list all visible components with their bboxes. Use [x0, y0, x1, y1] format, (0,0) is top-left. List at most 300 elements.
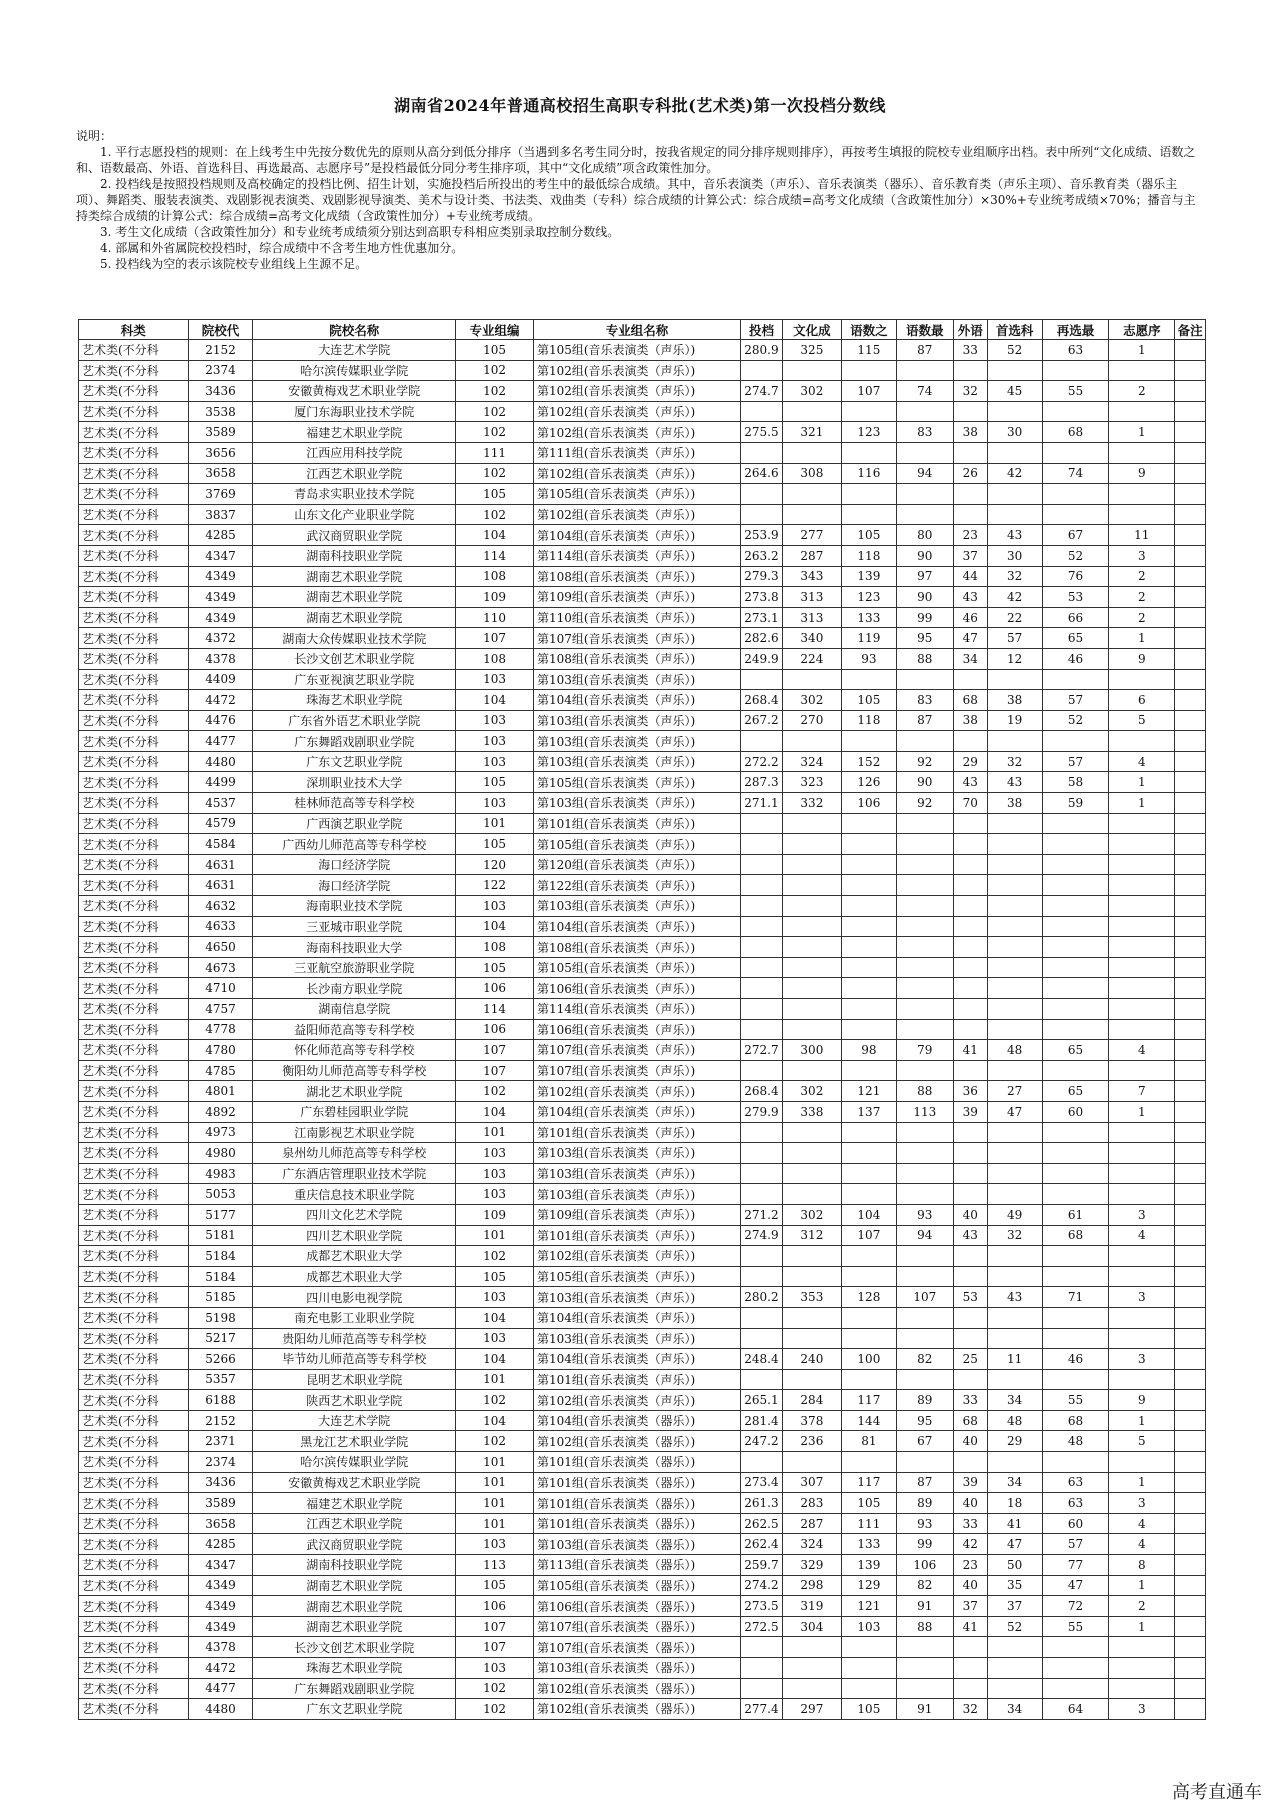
- table-cell: 4892: [188, 1101, 253, 1122]
- table-cell: 四川艺术职业学院: [253, 1225, 456, 1246]
- table-cell: 378: [782, 1410, 841, 1431]
- table-cell: 3: [1109, 1204, 1175, 1225]
- table-cell: 58: [1042, 772, 1109, 793]
- table-cell: 哈尔滨传媒职业学院: [253, 360, 456, 381]
- table-cell: 259.7: [741, 1555, 783, 1576]
- table-cell: [987, 731, 1042, 752]
- table-cell: 艺术类(不分科: [79, 1328, 189, 1349]
- table-cell: 哈尔滨传媒职业学院: [253, 1452, 456, 1473]
- table-cell: 262.5: [741, 1513, 783, 1534]
- table-cell: [1109, 1122, 1175, 1143]
- table-cell: 第111组(音乐表演类（声乐）): [533, 442, 740, 463]
- table-cell: [1109, 1307, 1175, 1328]
- table-cell: 83: [896, 690, 953, 711]
- table-cell: 4372: [188, 628, 253, 649]
- table-cell: 89: [896, 1493, 953, 1514]
- table-cell: [782, 1266, 841, 1287]
- table-cell: [841, 896, 896, 917]
- table-cell: 101: [456, 1452, 534, 1473]
- table-cell: 海南职业技术学院: [253, 896, 456, 917]
- table-cell: 41: [953, 1040, 987, 1061]
- table-cell: 44: [953, 566, 987, 587]
- table-cell: 衡阳幼儿师范高等专科学校: [253, 1060, 456, 1081]
- table-cell: 103: [456, 793, 534, 814]
- table-cell: 艺术类(不分科: [79, 854, 189, 875]
- table-cell: 133: [841, 1534, 896, 1555]
- table-cell: [1175, 1575, 1206, 1596]
- table-cell: [896, 1452, 953, 1473]
- table-cell: 63: [1042, 340, 1109, 361]
- table-cell: 3769: [188, 484, 253, 505]
- table-cell: [1175, 1019, 1206, 1040]
- table-cell: 珠海艺术职业学院: [253, 690, 456, 711]
- table-cell: 57: [1042, 1534, 1109, 1555]
- table-cell: [841, 854, 896, 875]
- table-cell: 4: [1109, 1225, 1175, 1246]
- table-cell: 湖南艺术职业学院: [253, 566, 456, 587]
- table-cell: [1175, 813, 1206, 834]
- table-cell: 湖南艺术职业学院: [253, 587, 456, 608]
- table-cell: [1042, 1163, 1109, 1184]
- table-body: [79, 340, 1206, 1720]
- table-cell: 91: [896, 1699, 953, 1720]
- table-cell: 119: [841, 628, 896, 649]
- table-cell: [782, 504, 841, 525]
- table-cell: 艺术类(不分科: [79, 896, 189, 917]
- table-cell: [896, 1184, 953, 1205]
- table-cell: [1175, 381, 1206, 402]
- table-cell: 102: [456, 463, 534, 484]
- table-cell: 安徽黄梅戏艺术职业学院: [253, 381, 456, 402]
- table-row: [79, 1143, 1206, 1164]
- table-cell: [1175, 1307, 1206, 1328]
- table-cell: 第104组(音乐表演类（声乐）): [533, 1101, 740, 1122]
- table-cell: 80: [896, 525, 953, 546]
- table-cell: [987, 1266, 1042, 1287]
- table-cell: [841, 1060, 896, 1081]
- table-cell: 236: [782, 1431, 841, 1452]
- table-cell: 103: [456, 1287, 534, 1308]
- table-cell: 267.2: [741, 710, 783, 731]
- table-cell: 第107组(音乐表演类（器乐）): [533, 1637, 740, 1658]
- table-cell: 3436: [188, 1472, 253, 1493]
- table-cell: 艺术类(不分科: [79, 710, 189, 731]
- table-cell: 42: [987, 587, 1042, 608]
- table-cell: 5185: [188, 1287, 253, 1308]
- table-cell: 2: [1109, 1596, 1175, 1617]
- table-cell: 4480: [188, 751, 253, 772]
- table-cell: [1109, 978, 1175, 999]
- table-cell: 274.2: [741, 1575, 783, 1596]
- table-cell: [987, 1369, 1042, 1390]
- table-cell: 107: [841, 1225, 896, 1246]
- table-cell: 4285: [188, 525, 253, 546]
- table-cell: [1109, 813, 1175, 834]
- page-title: 湖南省2024年普通高校招生高职专科批(艺术类)第一次投档分数线: [394, 96, 886, 115]
- table-cell: 厦门东海职业技术学院: [253, 401, 456, 422]
- table-cell: [841, 1452, 896, 1473]
- table-cell: [1109, 875, 1175, 896]
- table-cell: 第103组(音乐表演类（器乐）): [533, 1658, 740, 1679]
- table-cell: [741, 401, 783, 422]
- table-cell: [741, 1122, 783, 1143]
- table-cell: 103: [456, 1328, 534, 1349]
- table-row: [79, 1678, 1206, 1699]
- table-cell: 139: [841, 566, 896, 587]
- table-cell: [782, 1307, 841, 1328]
- table-cell: [841, 504, 896, 525]
- table-cell: 艺术类(不分科: [79, 1060, 189, 1081]
- table-cell: 南充电影工业职业学院: [253, 1307, 456, 1328]
- table-cell: [741, 1163, 783, 1184]
- table-cell: [987, 504, 1042, 525]
- table-cell: 106: [456, 1019, 534, 1040]
- table-cell: 3: [1109, 1349, 1175, 1370]
- table-cell: 5181: [188, 1225, 253, 1246]
- table-cell: 103: [456, 731, 534, 752]
- table-cell: 282.6: [741, 628, 783, 649]
- table-cell: [1175, 628, 1206, 649]
- table-row: [79, 690, 1206, 711]
- table-cell: [896, 1246, 953, 1267]
- table-cell: 艺术类(不分科: [79, 587, 189, 608]
- table-cell: 1: [1109, 340, 1175, 361]
- table-cell: 74: [1042, 463, 1109, 484]
- table-cell: 77: [1042, 1555, 1109, 1576]
- table-row: [79, 1534, 1206, 1555]
- table-cell: [841, 484, 896, 505]
- table-cell: 42: [987, 463, 1042, 484]
- table-cell: 2: [1109, 607, 1175, 628]
- table-row: [79, 1452, 1206, 1473]
- table-cell: 5184: [188, 1266, 253, 1287]
- table-cell: 38: [987, 793, 1042, 814]
- table-cell: [1175, 772, 1206, 793]
- table-row: [79, 957, 1206, 978]
- column-header: 科类: [79, 320, 189, 340]
- table-cell: 68: [1042, 1225, 1109, 1246]
- table-cell: 106: [841, 793, 896, 814]
- table-cell: [1109, 669, 1175, 690]
- table-cell: 艺术类(不分科: [79, 772, 189, 793]
- table-cell: [1175, 1204, 1206, 1225]
- table-cell: 97: [896, 566, 953, 587]
- table-cell: 第101组(音乐表演类（器乐）): [533, 1513, 740, 1534]
- table-cell: [1175, 1596, 1206, 1617]
- table-cell: [953, 1678, 987, 1699]
- table-cell: 艺术类(不分科: [79, 463, 189, 484]
- table-cell: [953, 1122, 987, 1143]
- table-cell: [841, 978, 896, 999]
- table-cell: 2: [1109, 566, 1175, 587]
- table-cell: 艺术类(不分科: [79, 442, 189, 463]
- table-cell: [1042, 875, 1109, 896]
- table-cell: 22: [987, 607, 1042, 628]
- table-cell: 248.4: [741, 1349, 783, 1370]
- table-cell: [896, 360, 953, 381]
- column-header: 首选科: [987, 320, 1042, 340]
- table-cell: 104: [456, 1349, 534, 1370]
- table-cell: 艺术类(不分科: [79, 1101, 189, 1122]
- table-cell: 成都艺术职业大学: [253, 1246, 456, 1267]
- table-cell: 55: [1042, 1616, 1109, 1637]
- table-cell: [1109, 1019, 1175, 1040]
- table-cell: 1: [1109, 772, 1175, 793]
- table-cell: 第105组(音乐表演类（声乐）): [533, 1266, 740, 1287]
- table-cell: 99: [896, 607, 953, 628]
- table-cell: [782, 1658, 841, 1679]
- table-cell: 274.7: [741, 381, 783, 402]
- table-cell: [1109, 1266, 1175, 1287]
- table-cell: 117: [841, 1390, 896, 1411]
- table-cell: 6188: [188, 1390, 253, 1411]
- table-cell: 105: [841, 1493, 896, 1514]
- table-cell: 27: [987, 1081, 1042, 1102]
- table-cell: [1042, 854, 1109, 875]
- table-cell: [1175, 1081, 1206, 1102]
- table-cell: 艺术类(不分科: [79, 1534, 189, 1555]
- table-cell: [1042, 504, 1109, 525]
- table-cell: 274.9: [741, 1225, 783, 1246]
- table-cell: [841, 1019, 896, 1040]
- table-cell: 3: [1109, 1493, 1175, 1514]
- table-cell: 第109组(音乐表演类（声乐）): [533, 1204, 740, 1225]
- table-cell: [953, 1637, 987, 1658]
- table-cell: [953, 937, 987, 958]
- table-row: [79, 340, 1206, 361]
- table-cell: 247.2: [741, 1431, 783, 1452]
- table-cell: 4650: [188, 937, 253, 958]
- table-cell: 297: [782, 1699, 841, 1720]
- table-cell: 贵阳幼儿师范高等专科学校: [253, 1328, 456, 1349]
- table-cell: 46: [1042, 648, 1109, 669]
- table-cell: 66: [1042, 607, 1109, 628]
- table-row: [79, 484, 1206, 505]
- table-row: [79, 813, 1206, 834]
- table-cell: [1175, 648, 1206, 669]
- table-cell: 23: [953, 1555, 987, 1576]
- table-cell: [1042, 1678, 1109, 1699]
- column-header: 专业组编: [456, 320, 534, 340]
- table-row: [79, 1575, 1206, 1596]
- table-cell: 287.3: [741, 772, 783, 793]
- table-row: [79, 1431, 1206, 1452]
- table-cell: 48: [987, 1040, 1042, 1061]
- table-row: [79, 1225, 1206, 1246]
- table-cell: [841, 731, 896, 752]
- table-cell: 90: [896, 772, 953, 793]
- table-cell: 95: [896, 628, 953, 649]
- table-cell: [953, 1369, 987, 1390]
- table-cell: 3658: [188, 1513, 253, 1534]
- table-cell: 47: [987, 1534, 1042, 1555]
- table-cell: [953, 1328, 987, 1349]
- table-cell: [1109, 937, 1175, 958]
- table-cell: [1175, 1246, 1206, 1267]
- table-cell: 艺术类(不分科: [79, 1143, 189, 1164]
- table-cell: [1109, 360, 1175, 381]
- table-cell: 43: [987, 1287, 1042, 1308]
- table-cell: 第103组(音乐表演类（声乐）): [533, 1163, 740, 1184]
- table-cell: 艺术类(不分科: [79, 628, 189, 649]
- table-cell: [741, 504, 783, 525]
- table-cell: 安徽黄梅戏艺术职业学院: [253, 1472, 456, 1493]
- table-cell: [987, 484, 1042, 505]
- table-cell: 32: [987, 566, 1042, 587]
- table-cell: [1109, 731, 1175, 752]
- table-cell: 104: [456, 916, 534, 937]
- table-row: [79, 1513, 1206, 1534]
- table-cell: 福建艺术职业学院: [253, 1493, 456, 1514]
- table-cell: 4477: [188, 731, 253, 752]
- table-cell: 2374: [188, 360, 253, 381]
- table-cell: 105: [456, 834, 534, 855]
- table-cell: 艺术类(不分科: [79, 1019, 189, 1040]
- table-cell: 102: [456, 1678, 534, 1699]
- table-cell: 第101组(音乐表演类（器乐）): [533, 1493, 740, 1514]
- table-cell: [953, 442, 987, 463]
- table-cell: [987, 937, 1042, 958]
- table-cell: 长沙文创艺术职业学院: [253, 1637, 456, 1658]
- table-cell: [896, 957, 953, 978]
- table-cell: 32: [953, 381, 987, 402]
- table-row: [79, 1328, 1206, 1349]
- table-cell: 1: [1109, 1575, 1175, 1596]
- table-row: [79, 648, 1206, 669]
- table-cell: [741, 957, 783, 978]
- table-cell: [741, 999, 783, 1020]
- table-cell: 116: [841, 463, 896, 484]
- table-cell: [987, 1143, 1042, 1164]
- table-cell: 95: [896, 1410, 953, 1431]
- table-cell: 第103组(音乐表演类（声乐）): [533, 1143, 740, 1164]
- table-cell: 3589: [188, 1493, 253, 1514]
- table-cell: 5: [1109, 1431, 1175, 1452]
- table-cell: 5: [1109, 710, 1175, 731]
- table-cell: 第107组(音乐表演类（器乐）): [533, 1616, 740, 1637]
- table-cell: 48: [987, 1410, 1042, 1431]
- table-cell: 广东文艺职业学院: [253, 751, 456, 772]
- table-row: [79, 896, 1206, 917]
- table-cell: 3: [1109, 1287, 1175, 1308]
- table-cell: 第101组(音乐表演类（声乐）): [533, 813, 740, 834]
- table-cell: 105: [841, 690, 896, 711]
- table-cell: 114: [456, 545, 534, 566]
- table-cell: [987, 896, 1042, 917]
- table-cell: 9: [1109, 1390, 1175, 1411]
- table-cell: 艺术类(不分科: [79, 607, 189, 628]
- table-cell: 92: [896, 751, 953, 772]
- table-cell: 68: [1042, 422, 1109, 443]
- table-cell: [1109, 1060, 1175, 1081]
- column-header: 文化成: [782, 320, 841, 340]
- table-cell: [987, 442, 1042, 463]
- table-cell: 第109组(音乐表演类（声乐）): [533, 587, 740, 608]
- table-cell: 36: [953, 1081, 987, 1102]
- table-cell: [1175, 957, 1206, 978]
- table-cell: [1175, 854, 1206, 875]
- table-cell: 87: [896, 340, 953, 361]
- table-cell: 302: [782, 381, 841, 402]
- table-cell: 海口经济学院: [253, 875, 456, 896]
- table-cell: [896, 504, 953, 525]
- table-cell: 123: [841, 422, 896, 443]
- table-cell: 32: [953, 1699, 987, 1720]
- table-cell: 280.2: [741, 1287, 783, 1308]
- table-cell: 19: [987, 710, 1042, 731]
- table-cell: 4673: [188, 957, 253, 978]
- table-cell: 第101组(音乐表演类（器乐）): [533, 1452, 740, 1473]
- table-cell: 48: [1042, 1431, 1109, 1452]
- table-row: [79, 1410, 1206, 1431]
- table-cell: 52: [987, 340, 1042, 361]
- table-cell: 4378: [188, 648, 253, 669]
- table-cell: [896, 1143, 953, 1164]
- table-cell: [953, 1184, 987, 1205]
- table-cell: 艺术类(不分科: [79, 1678, 189, 1699]
- table-row: [79, 1246, 1206, 1267]
- table-row: [79, 566, 1206, 587]
- table-cell: [782, 442, 841, 463]
- table-cell: 338: [782, 1101, 841, 1122]
- table-cell: [1175, 1143, 1206, 1164]
- table-cell: 115: [841, 340, 896, 361]
- table-cell: [987, 1637, 1042, 1658]
- table-cell: 第106组(音乐表演类（声乐）): [533, 978, 740, 999]
- table-cell: [896, 1328, 953, 1349]
- table-cell: 98: [841, 1040, 896, 1061]
- table-cell: 湖南艺术职业学院: [253, 607, 456, 628]
- table-cell: 艺术类(不分科: [79, 566, 189, 587]
- table-cell: 106: [896, 1555, 953, 1576]
- table-cell: 38: [953, 422, 987, 443]
- table-cell: 67: [896, 1431, 953, 1452]
- table-cell: 329: [782, 1555, 841, 1576]
- table-cell: 71: [1042, 1287, 1109, 1308]
- table-cell: [896, 1122, 953, 1143]
- table-cell: 240: [782, 1349, 841, 1370]
- table-cell: [1042, 813, 1109, 834]
- table-cell: 艺术类(不分科: [79, 1307, 189, 1328]
- table-cell: 104: [841, 1204, 896, 1225]
- table-cell: [782, 999, 841, 1020]
- table-cell: [782, 1452, 841, 1473]
- table-cell: 艺术类(不分科: [79, 1555, 189, 1576]
- table-cell: 第113组(音乐表演类（器乐）): [533, 1555, 740, 1576]
- table-cell: [1175, 1349, 1206, 1370]
- table-cell: 艺术类(不分科: [79, 957, 189, 978]
- table-cell: 57: [987, 628, 1042, 649]
- table-cell: 47: [987, 1101, 1042, 1122]
- table-cell: 4: [1109, 1513, 1175, 1534]
- table-cell: 65: [1042, 628, 1109, 649]
- table-cell: 山东文化产业职业学院: [253, 504, 456, 525]
- table-cell: [1109, 854, 1175, 875]
- table-cell: 1: [1109, 628, 1175, 649]
- table-cell: 280.9: [741, 340, 783, 361]
- table-cell: 11: [1109, 525, 1175, 546]
- table-cell: 103: [456, 1143, 534, 1164]
- table-cell: [987, 669, 1042, 690]
- table-cell: 268.4: [741, 690, 783, 711]
- table-cell: 第105组(音乐表演类（声乐）): [533, 484, 740, 505]
- table-cell: [1175, 1266, 1206, 1287]
- table-cell: 2: [1109, 587, 1175, 608]
- table-cell: 4780: [188, 1040, 253, 1061]
- table-cell: [841, 1122, 896, 1143]
- table-cell: [953, 978, 987, 999]
- table-row: [79, 1637, 1206, 1658]
